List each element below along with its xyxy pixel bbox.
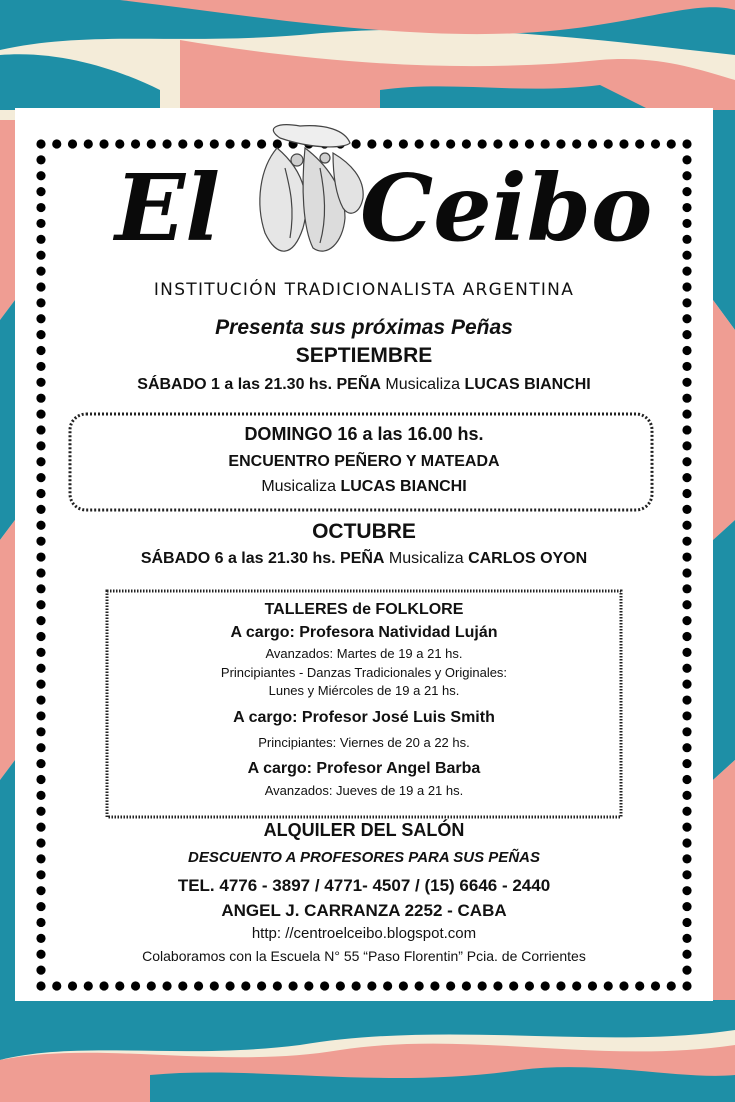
teacher-3: A cargo: Profesor Angel Barba bbox=[247, 760, 481, 777]
event-1-date: SÁBADO 1 a las 21.30 hs. PEÑA bbox=[137, 376, 381, 393]
logo-word-ceibo: Ceibo bbox=[360, 154, 653, 262]
alquiler-heading: ALQUILER DEL SALÓN bbox=[263, 820, 465, 840]
institution-subtitle: INSTITUCIÓN TRADICIONALISTA ARGENTINA bbox=[153, 280, 575, 300]
september-event-2-title: ENCUENTRO PEÑERO Y MATEADA bbox=[228, 453, 500, 470]
event-1-dj: LUCAS BIANCHI bbox=[464, 376, 591, 393]
event-1-musicaliza: Musicaliza bbox=[385, 376, 461, 393]
blog-url[interactable]: http: //centroelceibo.blogspot.com bbox=[251, 925, 477, 942]
teacher-1-schedule-2: Principiantes - Danzas Tradicionales y Originales: bbox=[220, 665, 508, 680]
september-event-2-music bbox=[15, 478, 713, 496]
teacher-1-schedule-1: Avanzados: Martes de 19 a 21 hs. bbox=[265, 646, 463, 661]
october-event-musicaliza: Musicaliza bbox=[388, 550, 464, 567]
telephone-line: TEL. 4776 - 3897 / 4771- 4507 / (15) 6646 - 2440 bbox=[177, 876, 551, 895]
logo-word-el: El bbox=[115, 154, 221, 262]
flyer-card bbox=[15, 108, 713, 1001]
address-line: ANGEL J. CARRANZA 2252 - CABA bbox=[221, 901, 507, 920]
intro-line: Presenta sus próximas Peñas bbox=[215, 316, 513, 339]
teacher-1-schedule-3: Lunes y Miércoles de 19 a 21 hs. bbox=[268, 683, 460, 698]
event-2-musicaliza: Musicaliza bbox=[261, 478, 336, 495]
teacher-3-schedule: Avanzados: Jueves de 19 a 21 hs. bbox=[264, 783, 464, 798]
event-2-dj: LUCAS BIANCHI bbox=[340, 478, 467, 495]
teacher-1: A cargo: Profesora Natividad Luján bbox=[230, 624, 498, 641]
teacher-2-schedule: Principiantes: Viernes de 20 a 22 hs. bbox=[258, 735, 470, 750]
october-event-1 bbox=[15, 550, 713, 568]
september-heading: SEPTIEMBRE bbox=[295, 344, 433, 367]
october-event-date: SÁBADO 6 a las 21.30 hs. PEÑA bbox=[140, 550, 385, 567]
october-heading: OCTUBRE bbox=[312, 520, 416, 543]
september-event-2-date: DOMINGO 16 a las 16.00 hs. bbox=[244, 424, 484, 444]
teacher-2: A cargo: Profesor José Luis Smith bbox=[233, 709, 495, 726]
descuento-line: DESCUENTO A PROFESORES PARA SUS PEÑAS bbox=[187, 849, 540, 866]
talleres-title: TALLERES de FOLKLORE bbox=[264, 601, 464, 618]
colabora-line: Colaboramos con la Escuela N° 55 “Paso Florentin” Pcia. de Corrientes bbox=[142, 948, 586, 964]
september-event-1 bbox=[15, 376, 713, 394]
october-event-dj: CARLOS OYON bbox=[468, 550, 588, 567]
